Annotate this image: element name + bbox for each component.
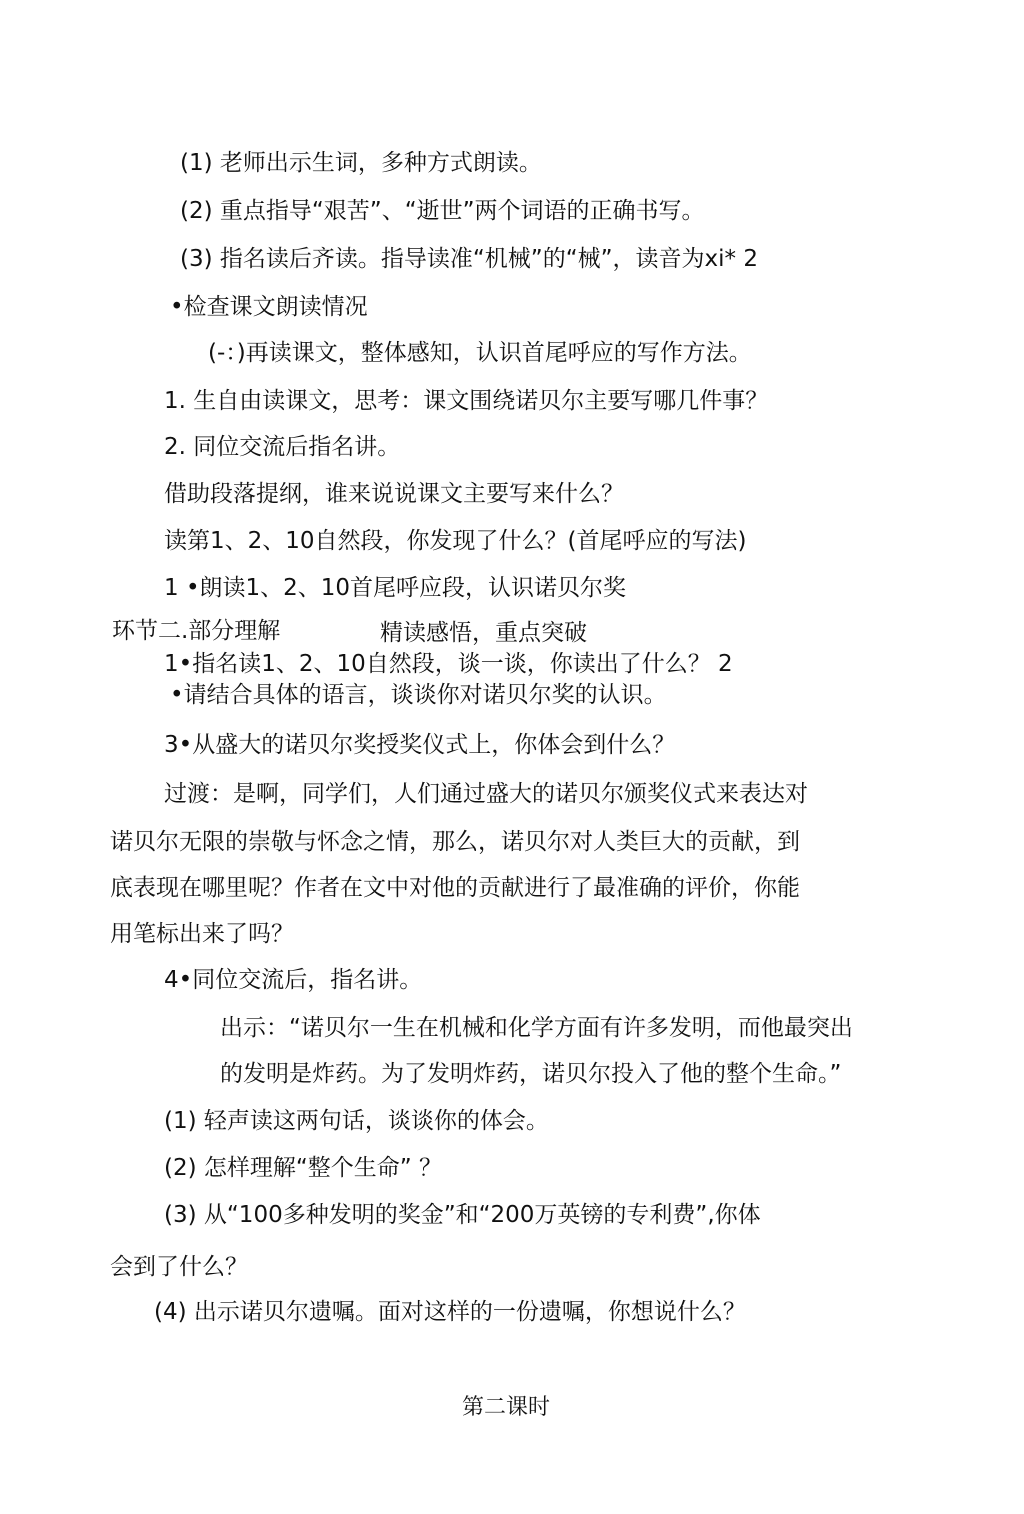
text-line: 读第1、2、10自然段，你发现了什么？(首尾呼应的写法): [164, 528, 747, 554]
text-line: (1) 老师出示生词，多种方式朗读。: [180, 150, 542, 176]
text-line: (4) 出示诺贝尔遗嘱。面对这样的一份遗嘱，你想说什么？: [154, 1299, 746, 1325]
text-line: (2) 怎样理解“整个生命” ？: [164, 1155, 443, 1181]
text-line: •请结合具体的语言，谈谈你对诺贝尔奖的认识。: [170, 682, 667, 708]
text-line: (2) 重点指导“艰苦”、“逝世”两个词语的正确书写。: [180, 198, 705, 224]
text-line: 3•从盛大的诺贝尔奖授奖仪式上，你体会到什么？: [164, 732, 676, 758]
text-line: 过渡：是啊，同学们，人们通过盛大的诺贝尔颁奖仪式来表达对: [164, 781, 808, 807]
section-heading: 环节二.部分理解: [112, 618, 281, 644]
text-line: (3) 指名读后齐读。指导读准“机械”的“械”，读音为xi* 2: [180, 246, 758, 272]
section-title: 第二课时: [462, 1395, 551, 1420]
text-line: (1) 轻声读这两句话，谈谈你的体会。: [164, 1108, 549, 1134]
section-heading: 精读感悟，重点突破: [380, 620, 587, 646]
quote-line: 出示：“诺贝尔一生在机械和化学方面有许多发明，而他最突出: [220, 1015, 853, 1041]
quote-line: 的发明是炸药。为了发明炸药，诺贝尔投入了他的整个生命。”: [220, 1061, 842, 1087]
text-line: 诺贝尔无限的崇敬与怀念之情，那么，诺贝尔对人类巨大的贡献，到: [110, 829, 800, 855]
text-line: (-：)再读课文，整体感知，认识首尾呼应的写作方法。: [208, 340, 752, 366]
text-line: 2. 同位交流后指名讲。: [164, 434, 401, 460]
text-line: (3) 从“100多种发明的奖金”和“200万英镑的专利费”,你体: [164, 1202, 761, 1228]
text-line: 会到了什么？: [110, 1254, 248, 1280]
text-line: 1 •朗读1、2、10首尾呼应段，认识诺贝尔奖: [164, 575, 627, 601]
text-line: 用笔标出来了吗？: [110, 921, 294, 947]
text-line: •检查课文朗读情况: [170, 294, 368, 320]
text-line: 1•指名读1、2、10自然段，谈一谈，你读出了什么？ 2: [164, 651, 733, 677]
text-line: 1. 生自由读课文，思考：课文围绕诺贝尔主要写哪几件事？: [164, 388, 769, 414]
text-line: 借助段落提纲，谁来说说课文主要写来什么？: [164, 481, 624, 507]
text-line: 底表现在哪里呢？作者在文中对他的贡献进行了最准确的评价，你能: [110, 875, 800, 901]
text-line: 4•同位交流后，指名讲。: [164, 967, 423, 993]
